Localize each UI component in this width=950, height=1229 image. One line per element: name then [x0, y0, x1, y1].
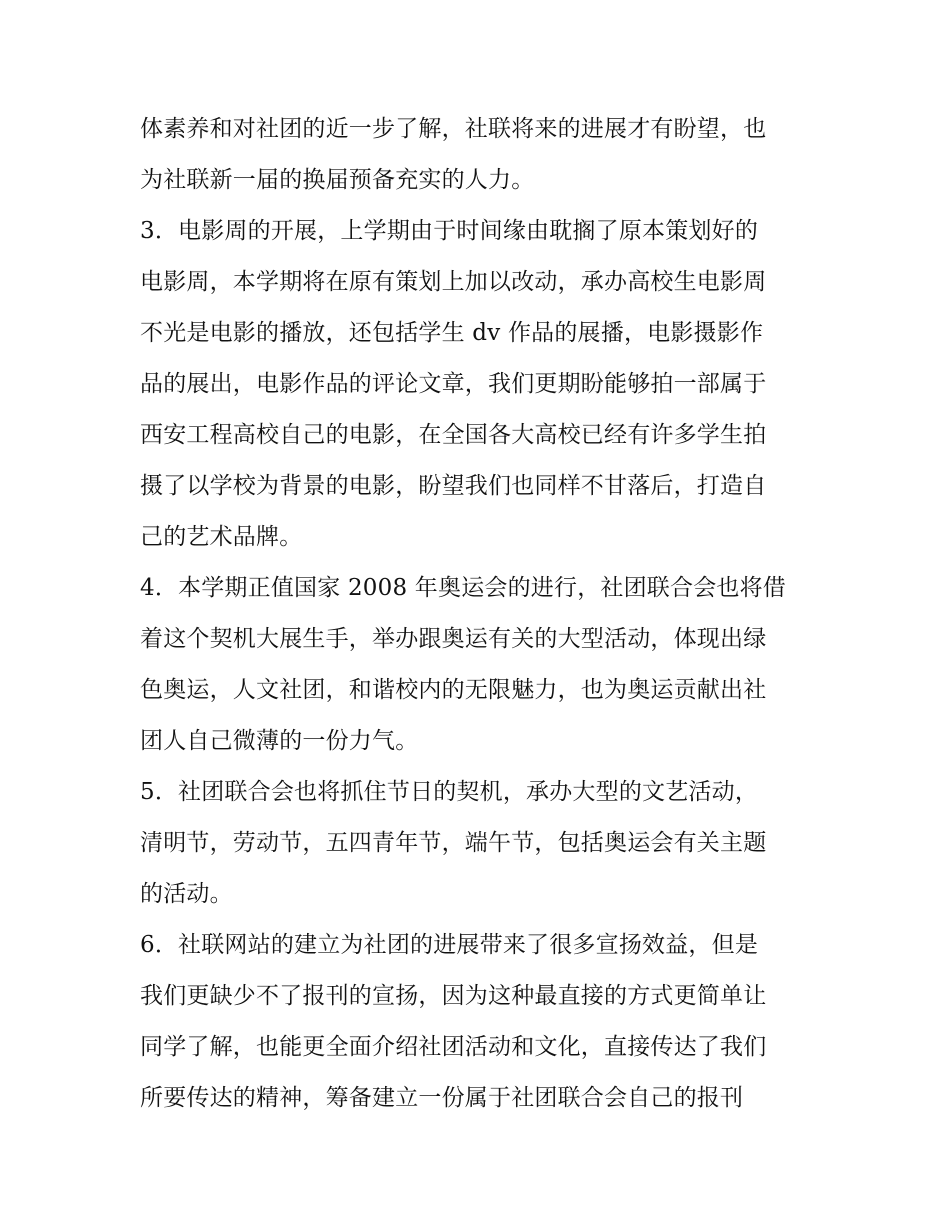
text-line: 己的艺术品牌。	[140, 524, 303, 550]
text-line: 同学了解，也能更全面介绍社团活动和文化，直接传达了我们	[140, 1034, 767, 1060]
text-line: 4．本学期正值国家 2008 年奥运会的进行，社团联合会也将借	[140, 575, 786, 601]
text-line: 为社联新一届的换届预备充实的人力。	[140, 167, 535, 193]
text-line: 团人自己微薄的一份力气。	[140, 728, 419, 754]
text-line: 3．电影周的开展，上学期由于时间缘由耽搁了原本策划好的	[140, 218, 759, 244]
text-line: 6．社联网站的建立为社团的进展带来了很多宣扬效益，但是	[140, 932, 759, 958]
text-line: 体素养和对社团的近一步了解，社联将来的进展才有盼望，也	[140, 116, 767, 142]
text-line: 着这个契机大展生手，举办跟奥运有关的大型活动，体现出绿	[140, 626, 767, 652]
text-line: 不光是电影的播放，还包括学生 dv 作品的展播，电影摄影作	[140, 320, 764, 346]
text-line: 色奥运，人文社团，和谐校内的无限魅力，也为奥运贡献出社	[140, 677, 767, 703]
text-line: 所要传达的精神，筹备建立一份属于社团联合会自己的报刊	[140, 1085, 744, 1111]
text-line: 5．社团联合会也将抓住节日的契机，承办大型的文艺活动，	[140, 779, 759, 805]
text-line: 电影周，本学期将在原有策划上加以改动，承办高校生电影周	[140, 269, 767, 295]
text-line: 西安工程高校自己的电影，在全国各大高校已经有许多学生拍	[140, 422, 767, 448]
text-line: 清明节，劳动节，五四青年节，端午节，包括奥运会有关主题	[140, 830, 767, 856]
text-line: 摄了以学校为背景的电影，盼望我们也同样不甘落后，打造自	[140, 473, 767, 499]
text-line: 品的展出，电影作品的评论文章，我们更期盼能够拍一部属于	[140, 371, 767, 397]
text-line: 的活动。	[140, 881, 233, 907]
text-line: 我们更缺少不了报刊的宣扬，因为这种最直接的方式更简单让	[140, 983, 767, 1009]
document-body	[140, 104, 830, 1124]
